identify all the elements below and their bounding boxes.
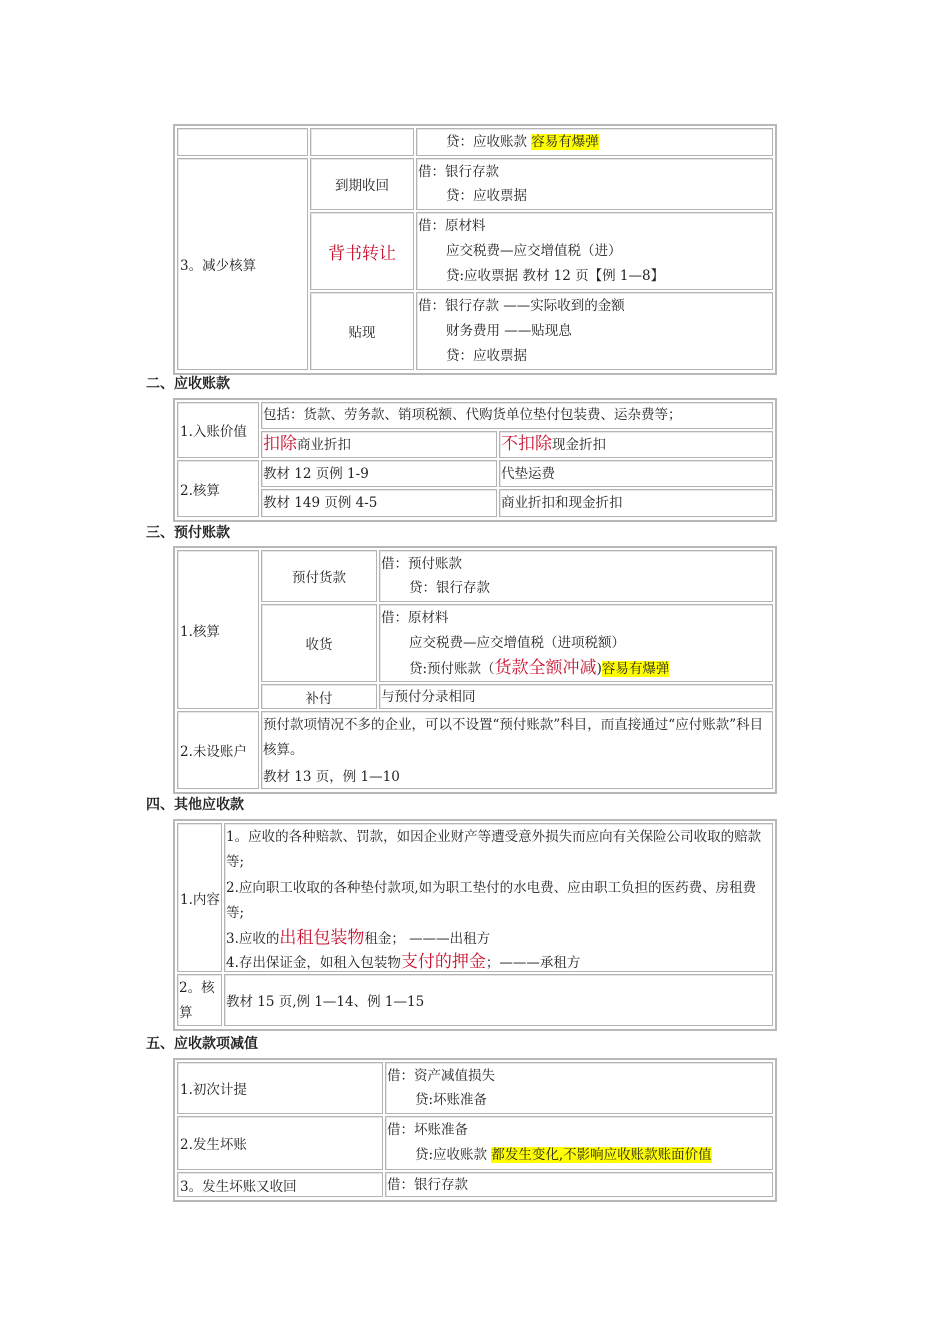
table-notes-receivable-decrease — [173, 124, 777, 375]
method-label-endorsement: 背书转让 — [310, 212, 414, 290]
row-label: 1.内容 — [177, 823, 222, 972]
table-cell — [177, 128, 308, 156]
table-accounts-receivable — [173, 398, 777, 522]
row-label: 1.核算 — [177, 550, 259, 709]
journal-entry: 借：银行存款 ——实际收到的金额 财务费用 ——贴现息 贷：应收票据 — [416, 292, 773, 370]
table-cell — [310, 128, 414, 156]
row-label: 2.核算 — [177, 460, 259, 517]
table-cell: 教材 15 页,例 1—14、例 1—15 — [224, 974, 773, 1026]
method-label: 到期收回 — [310, 158, 414, 210]
emphasis-text: 货款全额冲减 — [494, 658, 597, 678]
table-other-receivables — [173, 819, 777, 1031]
emphasis-text: 扣除 — [263, 434, 297, 454]
emphasis-text: 不扣除 — [501, 434, 552, 454]
table-cell: 教材 149 页例 4-5 — [261, 489, 497, 517]
journal-entry: 借：银行存款 贷：应收票据 — [416, 158, 773, 210]
journal-entry: 借：原材料 应交税费—应交增值税（进） 贷:应收票据 教材 12 页【例 1—8】 — [416, 212, 773, 290]
method-label: 预付货款 — [261, 550, 377, 602]
row-label: 2。核算 — [177, 974, 222, 1026]
warning-highlight: 容易有爆弹 — [531, 134, 599, 150]
journal-entry: 借：资产减值损失 贷:坏账准备 — [385, 1062, 773, 1114]
row-label: 1.初次计提 — [177, 1062, 383, 1114]
row-label: 1.入账价值 — [177, 402, 259, 458]
table-cell: 1。应收的各种赔款、罚款，如因企业财产等遭受意外损失而应向有关保险公司收取的赔款等; 2.应向职工收取的各种垫付款项,如为职工垫付的水电费、应由职工负担的医药费、房租费等; 3.应收的出租包装物租金； ———出租方 4.存出保证金，如租入包装物支付的押金；———承租方 — [224, 823, 773, 972]
table-cell: 包括：货款、劳务款、销项税额、代购货单位垫付包装费、运杂费等； — [261, 402, 773, 429]
method-label: 贴现 — [310, 292, 414, 370]
table-prepayments — [173, 546, 777, 794]
method-label: 补付 — [261, 684, 377, 709]
table-cell: 预付款项情况不多的企业，可以不设置“预付账款”科目，而直接通过“应付账款”科目核算。 教材 13 页，例 1—10 — [261, 711, 773, 789]
row-label: 2.发生坏账 — [177, 1116, 383, 1170]
table-cell: 不扣除现金折扣 — [499, 431, 773, 458]
table-cell: 与预付分录相同 — [379, 684, 773, 709]
row-label: 2.未设账户 — [177, 711, 259, 789]
emphasis-text: 支付的押金 — [400, 952, 486, 972]
section-heading: 二、应收账款 — [146, 376, 230, 392]
section-heading: 三、预付账款 — [146, 525, 230, 541]
table-cell: 代垫运费 — [499, 460, 773, 487]
method-label: 收货 — [261, 604, 377, 682]
table-cell: 扣除商业折扣 — [261, 431, 497, 458]
credit-entry: 贷：应收账款 — [446, 134, 527, 150]
journal-entry: 借：坏账准备 贷:应收账款 都发生变化,不影响应收账款账面价值 — [385, 1116, 773, 1170]
journal-entry: 借：预付账款 贷：银行存款 — [379, 550, 773, 602]
row-label: 3。发生坏账又收回 — [177, 1172, 383, 1197]
table-cell: 教材 12 页例 1-9 — [261, 460, 497, 487]
table-cell — [416, 128, 773, 156]
warning-highlight: 容易有爆弹 — [601, 661, 670, 677]
emphasis-text: 出租包装物 — [279, 928, 365, 948]
journal-entry: 借：原材料 应交税费—应交增值税（进项税额） 贷:预付账款（货款全额冲减)容易有爆弹 — [379, 604, 773, 682]
table-cell: 商业折扣和现金折扣 — [499, 489, 773, 517]
section-heading: 四、其他应收款 — [146, 797, 244, 813]
warning-highlight: 都发生变化,不影响应收账款账面价值 — [491, 1147, 712, 1163]
journal-entry: 借：银行存款 — [385, 1172, 773, 1197]
section-heading: 五、应收款项减值 — [146, 1036, 258, 1052]
table-impairment — [173, 1058, 777, 1202]
row-label: 3。减少核算 — [177, 158, 308, 370]
